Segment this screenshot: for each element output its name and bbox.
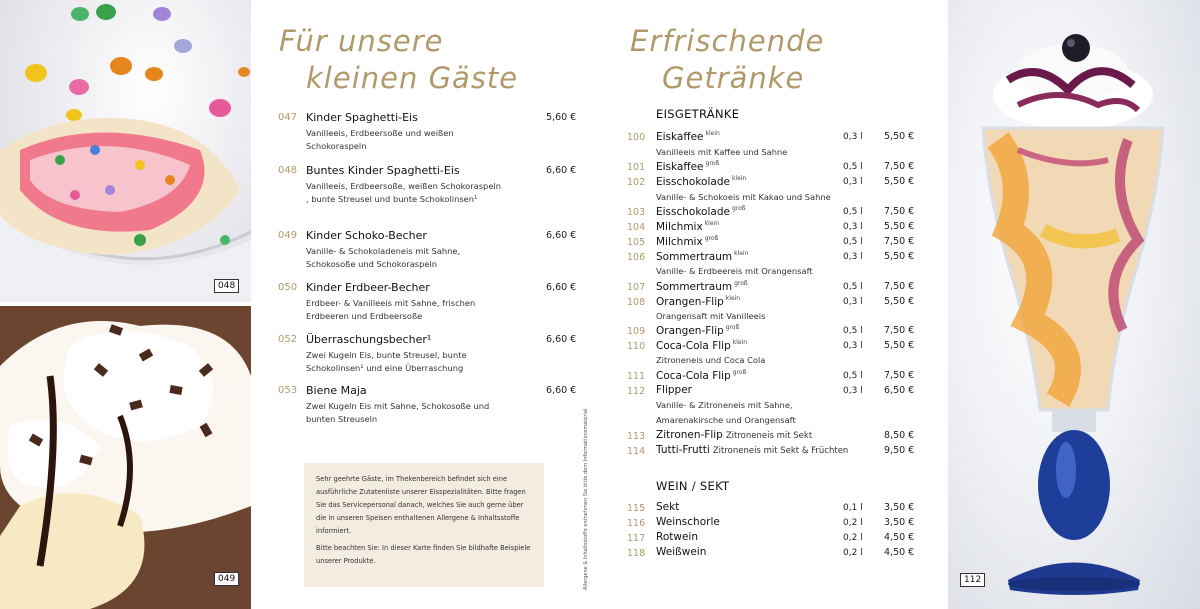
item-volume: 0,3 l (843, 177, 863, 187)
item-name: Kinder Spaghetti-Eis (306, 111, 418, 124)
drink-item (627, 295, 917, 310)
item-price: 5,50 € (884, 296, 915, 307)
item-name: Coca-Cola Flip $^{groß}$ (656, 369, 747, 382)
item-price: 5,50 € (884, 251, 915, 262)
item-name: Orangen-Flip $^{groß}$ (656, 324, 740, 337)
item-price: 3,50 € (884, 502, 915, 513)
item-name: Buntes Kinder Spaghetti-Eis (306, 164, 460, 177)
item-number: 111 (627, 371, 646, 382)
drink-description: Vanille- & Schokoeis mit Kakao und Sahne (656, 192, 831, 202)
photo-number-badge: 112 (960, 573, 985, 587)
item-price: 7,50 € (884, 325, 915, 336)
item-name: Eiskaffee $^{groß}$ (656, 160, 720, 173)
item-price: 5,50 € (884, 131, 915, 142)
item-number: 116 (627, 518, 646, 529)
item-volume: 0,5 l (843, 162, 863, 172)
size-label: groß (704, 235, 719, 242)
notice-disclaimer: Bitte beachten Sie: In dieser Karte finden Sie bildhafte Beispiele unserer Produkte. (316, 544, 531, 565)
drink-description: Zitroneneis und Coca Cola (656, 355, 766, 365)
size-label: klein (731, 175, 747, 182)
size-label: klein (704, 220, 719, 227)
item-number: 113 (627, 431, 646, 442)
item-price: 6,50 € (884, 385, 915, 396)
item-name: Kinder Schoko-Becher (306, 229, 427, 242)
item-number: 105 (627, 237, 646, 248)
drinks-title-line1: Erfrischende (630, 24, 825, 58)
item-volume: 0,5 l (843, 282, 863, 292)
item-name: Eisschokolade $^{klein}$ (656, 175, 747, 188)
drink-description: Vanilleeis mit Kaffee und Sahne (656, 147, 788, 157)
photo-number-badge: 048 (214, 279, 239, 293)
item-price: 7,50 € (884, 281, 915, 292)
schoko-becher-photo (0, 306, 251, 609)
spaghetti-eis-illustration (0, 0, 251, 302)
item-name: Weinschorle (656, 516, 720, 528)
item-number: 114 (627, 446, 646, 457)
item-name: Flipper (656, 384, 692, 396)
item-number: 047 (278, 112, 298, 123)
size-label: groß (731, 205, 746, 212)
item-price: 6,60 € (546, 230, 577, 241)
size-label: groß (734, 280, 748, 287)
item-name: Eisschokolade $^{groß}$ (656, 205, 746, 218)
item-number: 050 (278, 282, 298, 293)
drink-item (627, 501, 917, 516)
spaghetti-eis-photo (0, 0, 251, 302)
drink-description: Vanille- & Erdbeereis mit Orangensaft (656, 266, 813, 276)
allergen-notice-box (304, 463, 544, 587)
item-extra: Zitroneneis mit Sekt (725, 431, 813, 441)
kids-title-line2: kleinen Gäste (306, 61, 519, 95)
flipper-glass-photo (948, 0, 1200, 609)
drink-item (627, 175, 917, 190)
kids-title-line1: Für unsere (279, 24, 444, 58)
item-name: Kinder Erdbeer-Becher (306, 281, 430, 294)
item-volume: 0,3 l (843, 341, 863, 351)
item-name: Sekt (656, 501, 680, 513)
drink-item (627, 339, 917, 354)
item-volume: 0,2 l (843, 548, 863, 558)
item-volume: 0,3 l (843, 297, 863, 307)
item-name: Milchmix $^{klein}$ (656, 220, 719, 233)
flipper-glass-illustration (948, 0, 1200, 609)
item-volume: 0,3 l (843, 222, 863, 232)
item-name: Coca-Cola Flip $^{klein}$ (656, 339, 748, 352)
item-price: 9,50 € (884, 445, 915, 456)
item-name: Biene Maja (306, 384, 367, 397)
item-price: 6,60 € (546, 385, 577, 396)
drink-item (627, 280, 917, 295)
drink-item (627, 531, 917, 546)
section-heading-wein-sekt: WEIN / SEKT (656, 479, 730, 493)
item-number: 106 (627, 252, 646, 263)
item-price: 6,60 € (546, 282, 577, 293)
drink-description: Orangensaft mit Vanilleeis (656, 311, 766, 321)
item-name: Tutti-Frutti Zitroneneis mit Sekt & Früchten (656, 444, 849, 456)
item-number: 102 (627, 177, 646, 188)
item-name: Milchmix $^{groß}$ (656, 235, 719, 248)
drink-item (627, 324, 917, 339)
item-number: 108 (627, 297, 646, 308)
item-volume: 0,1 l (843, 503, 863, 513)
item-volume: 0,3 l (843, 252, 863, 262)
item-price: 6,60 € (546, 334, 577, 345)
drink-item (627, 444, 917, 459)
drink-item (627, 516, 917, 531)
size-label: groß (705, 160, 720, 167)
item-description: Erdbeer- & Vanilleeis mit Sahne, frischen Erdbeeren und Erdbeersoße (306, 298, 476, 321)
item-price: 5,60 € (546, 112, 577, 123)
item-number: 112 (627, 386, 646, 397)
item-name: Sommertraum $^{klein}$ (656, 250, 749, 263)
item-volume: 0,2 l (843, 533, 863, 543)
item-price: 8,50 € (884, 430, 915, 441)
allergen-vertical-note: Allergene & Inhaltsstoffe entnehmen Sie bitte dem Informationsmaterial (583, 408, 589, 590)
drinks-title-line2: Getränke (662, 61, 805, 95)
item-number: 115 (627, 503, 646, 514)
item-price: 7,50 € (884, 236, 915, 247)
size-label: groß (725, 324, 740, 331)
drink-description: Vanille- & Zitroneneis mit Sahne, (656, 400, 793, 410)
item-price: 3,50 € (884, 517, 915, 528)
schoko-becher-illustration (0, 306, 251, 609)
drink-item (627, 205, 917, 220)
item-number: 109 (627, 326, 646, 337)
item-description: Vanilleeis, Erdbeersoße, weißen Schokoraspeln , bunte Streusel und bunte Schokolinsen¹ (306, 181, 501, 204)
section-heading-eisgetraenke: EISGETRÄNKE (656, 107, 740, 121)
drink-item (627, 429, 917, 444)
item-name: Orangen-Flip $^{klein}$ (656, 295, 741, 308)
item-volume: 0,3 l (843, 132, 863, 142)
item-number: 101 (627, 162, 646, 173)
drink-description: Amarenakirsche und Orangensaft (656, 415, 796, 425)
item-price: 4,50 € (884, 532, 915, 543)
item-number: 104 (627, 222, 646, 233)
item-price: 4,50 € (884, 547, 915, 558)
drink-item (627, 384, 917, 399)
item-name: Überraschungsbecher¹ (306, 333, 432, 346)
drink-item (627, 160, 917, 175)
item-name: Rotwein (656, 531, 698, 543)
item-name: Sommertraum $^{groß}$ (656, 280, 748, 293)
item-price: 6,60 € (546, 165, 577, 176)
item-number: 052 (278, 334, 298, 345)
item-price: 7,50 € (884, 206, 915, 217)
item-number: 048 (278, 165, 298, 176)
item-number: 118 (627, 548, 646, 559)
item-name: Eiskaffee $^{klein}$ (656, 130, 720, 143)
size-label: klein (732, 339, 748, 346)
item-number: 117 (627, 533, 646, 544)
size-label: klein (734, 250, 749, 257)
item-price: 5,50 € (884, 340, 915, 351)
item-number: 107 (627, 282, 646, 293)
item-price: 5,50 € (884, 176, 915, 187)
notice-text: Sehr geehrte Gäste, im Thekenbereich befindet sich eine ausführliche Zutatenliste unserer Eisspezialitäten. Bitte fragen Sie das Servicepersonal danach, welches Sie auch gerne über die in unseren Speisen enthaltenen Allergene & Inhaltsstoffe informiert. (316, 475, 526, 535)
item-number: 053 (278, 385, 298, 396)
size-label: klein (705, 130, 720, 137)
item-price: 5,50 € (884, 221, 915, 232)
drink-item (627, 130, 917, 145)
item-volume: 0,5 l (843, 207, 863, 217)
item-number: 103 (627, 207, 646, 218)
drink-item (627, 369, 917, 384)
item-description: Vanilleeis, Erdbeersoße und weißen Schokoraspeln (306, 128, 454, 151)
item-price: 7,50 € (884, 161, 915, 172)
size-label: groß (732, 369, 747, 376)
item-description: Zwei Kugeln Eis mit Sahne, Schokosoße und bunten Streuseln (306, 401, 490, 424)
drink-item (627, 220, 917, 235)
item-name: Zitronen-Flip Zitroneneis mit Sekt (656, 429, 813, 441)
item-name: Weißwein (656, 546, 707, 558)
drink-item (627, 546, 917, 561)
item-volume: 0,5 l (843, 326, 863, 336)
item-volume: 0,3 l (843, 386, 863, 396)
item-extra: Zitroneneis mit Sekt & Früchten (712, 446, 849, 456)
drink-item (627, 235, 917, 250)
drink-item (627, 250, 917, 265)
item-volume: 0,5 l (843, 237, 863, 247)
item-description: Vanille- & Schokoladeneis mit Sahne, Schokosoße und Schokoraspeln (306, 246, 461, 269)
item-number: 100 (627, 132, 646, 143)
item-volume: 0,5 l (843, 371, 863, 381)
item-price: 7,50 € (884, 370, 915, 381)
size-label: klein (725, 295, 741, 302)
item-number: 049 (278, 230, 298, 241)
item-description: Zwei Kugeln Eis, bunte Streusel, bunte Schokolinsen¹ und eine Überraschung (306, 350, 467, 373)
photo-number-badge: 049 (214, 572, 239, 586)
item-number: 110 (627, 341, 646, 352)
item-volume: 0,2 l (843, 518, 863, 528)
